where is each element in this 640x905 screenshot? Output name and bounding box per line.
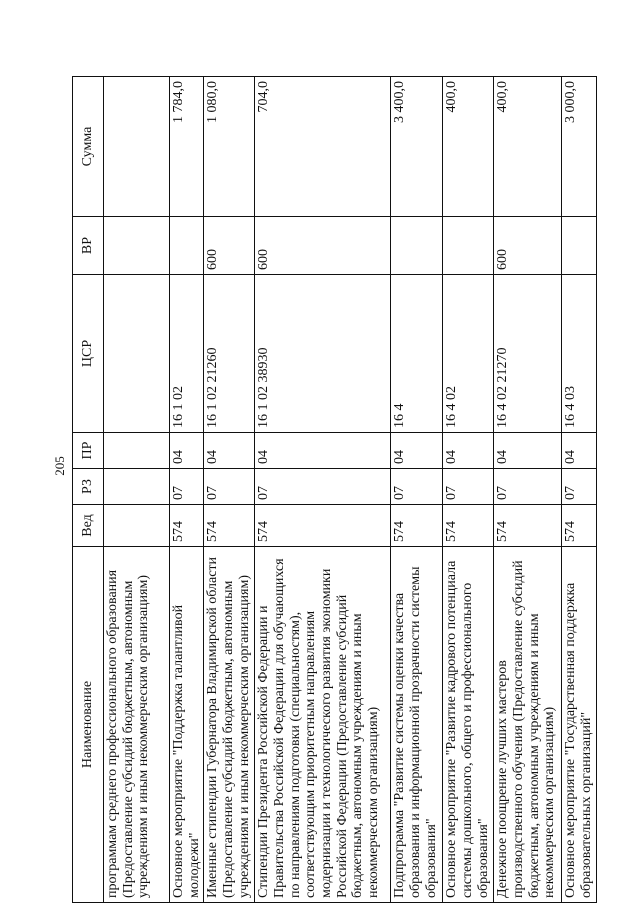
header-csr: ЦСР xyxy=(73,275,104,433)
row-rz: 07 xyxy=(255,469,391,505)
row-csr: 16 1 02 xyxy=(170,275,204,433)
header-vr: ВР xyxy=(73,217,104,275)
row-pr: 04 xyxy=(255,433,391,469)
row-rz: 07 xyxy=(391,469,443,505)
table-row xyxy=(562,77,596,903)
table-row xyxy=(443,77,494,903)
row-vr: 600 xyxy=(204,217,255,275)
row-sum: 704,0 xyxy=(255,77,391,217)
row-ved: 574 xyxy=(391,505,443,547)
row-csr: 16 4 xyxy=(391,275,443,433)
row-pr: 04 xyxy=(443,433,494,469)
row-rz: 07 xyxy=(443,469,494,505)
row-pr: 04 xyxy=(562,433,596,469)
row-sum: 400,0 xyxy=(494,77,562,217)
row-ved: 574 xyxy=(170,505,204,547)
row-rz: 07 xyxy=(204,469,255,505)
row-vr xyxy=(443,217,494,275)
row-csr: 16 4 03 xyxy=(562,275,596,433)
row-rz: 07 xyxy=(494,469,562,505)
row-sum: 1 784,0 xyxy=(170,77,204,217)
row-ved: 574 xyxy=(443,505,494,547)
row-pr: 04 xyxy=(204,433,255,469)
row-vr: 600 xyxy=(255,217,391,275)
row-name: Денежное поощрение лучших мастеров производственного обучения (Предоставление субсидий бюджетным, автономным учреждениям и иным некоммерческим организациям) xyxy=(494,547,562,903)
row-pr xyxy=(104,433,170,469)
row-rz: 07 xyxy=(562,469,596,505)
row-csr: 16 4 02 21270 xyxy=(494,275,562,433)
row-sum: 1 080,0 xyxy=(204,77,255,217)
row-name: программам среднего профессионального образования (Предоставление субсидий бюджетным, автономным учреждениям и иным некоммерческим организациям) xyxy=(104,547,170,903)
header-pr: ПР xyxy=(73,433,104,469)
row-vr: 600 xyxy=(494,217,562,275)
row-pr: 04 xyxy=(170,433,204,469)
row-name: Подпрограмма "Развитие системы оценки качества образования и информационной прозрачности системы образования" xyxy=(391,547,443,903)
page-number: 205 xyxy=(52,456,67,476)
row-vr xyxy=(391,217,443,275)
row-csr: 16 1 02 21260 xyxy=(204,275,255,433)
table-row xyxy=(104,77,170,903)
table-row xyxy=(391,77,443,903)
row-pr: 04 xyxy=(494,433,562,469)
header-name: Наименование xyxy=(73,547,104,903)
row-sum: 400,0 xyxy=(443,77,494,217)
row-ved: 574 xyxy=(204,505,255,547)
row-ved: 574 xyxy=(255,505,391,547)
table-row xyxy=(494,77,562,903)
row-sum: 3 000,0 xyxy=(562,77,596,217)
row-ved: 574 xyxy=(562,505,596,547)
row-vr xyxy=(170,217,204,275)
row-rz: 07 xyxy=(170,469,204,505)
header-ved: Вед xyxy=(73,505,104,547)
row-name: Именные стипендии Губернатора Владимирской области (Предоставление субсидий бюджетным, автономным учреждениям и иным некоммерческим организациям) xyxy=(204,547,255,903)
header-rz: РЗ xyxy=(73,469,104,505)
table-row xyxy=(170,77,204,903)
budget-table xyxy=(72,76,597,903)
row-csr: 16 1 02 38930 xyxy=(255,275,391,433)
table-row xyxy=(255,77,391,903)
header-sum: Сумма xyxy=(73,77,104,217)
rotated-table-wrapper xyxy=(72,77,595,903)
row-name: Основное мероприятие "Поддержка талантливой молодежи" xyxy=(170,547,204,903)
row-pr: 04 xyxy=(391,433,443,469)
header-row xyxy=(73,77,104,903)
table-row xyxy=(204,77,255,903)
row-rz xyxy=(104,469,170,505)
row-ved: 574 xyxy=(494,505,562,547)
row-sum xyxy=(104,77,170,217)
row-sum: 3 400,0 xyxy=(391,77,443,217)
row-name: Основное мероприятие "Развитие кадрового потенциала системы дошкольного, общего и профессионального образования" xyxy=(443,547,494,903)
row-name: Основное мероприятие "Государственная поддержка образовательных организаций" xyxy=(562,547,596,903)
row-name: Стипендии Президента Российской Федерации и Правительства Российской Федерации для обучающихся по направлениям подготовки (специальностям), соответствующим приоритетным направлениям модернизации и технологического развития экономики Российской Федерации (Предоставление субсидий бюджетным, автономным учреждениям и иным некоммерческим организациям) xyxy=(255,547,391,903)
row-vr xyxy=(104,217,170,275)
row-vr xyxy=(562,217,596,275)
row-ved xyxy=(104,505,170,547)
row-csr xyxy=(104,275,170,433)
row-csr: 16 4 02 xyxy=(443,275,494,433)
